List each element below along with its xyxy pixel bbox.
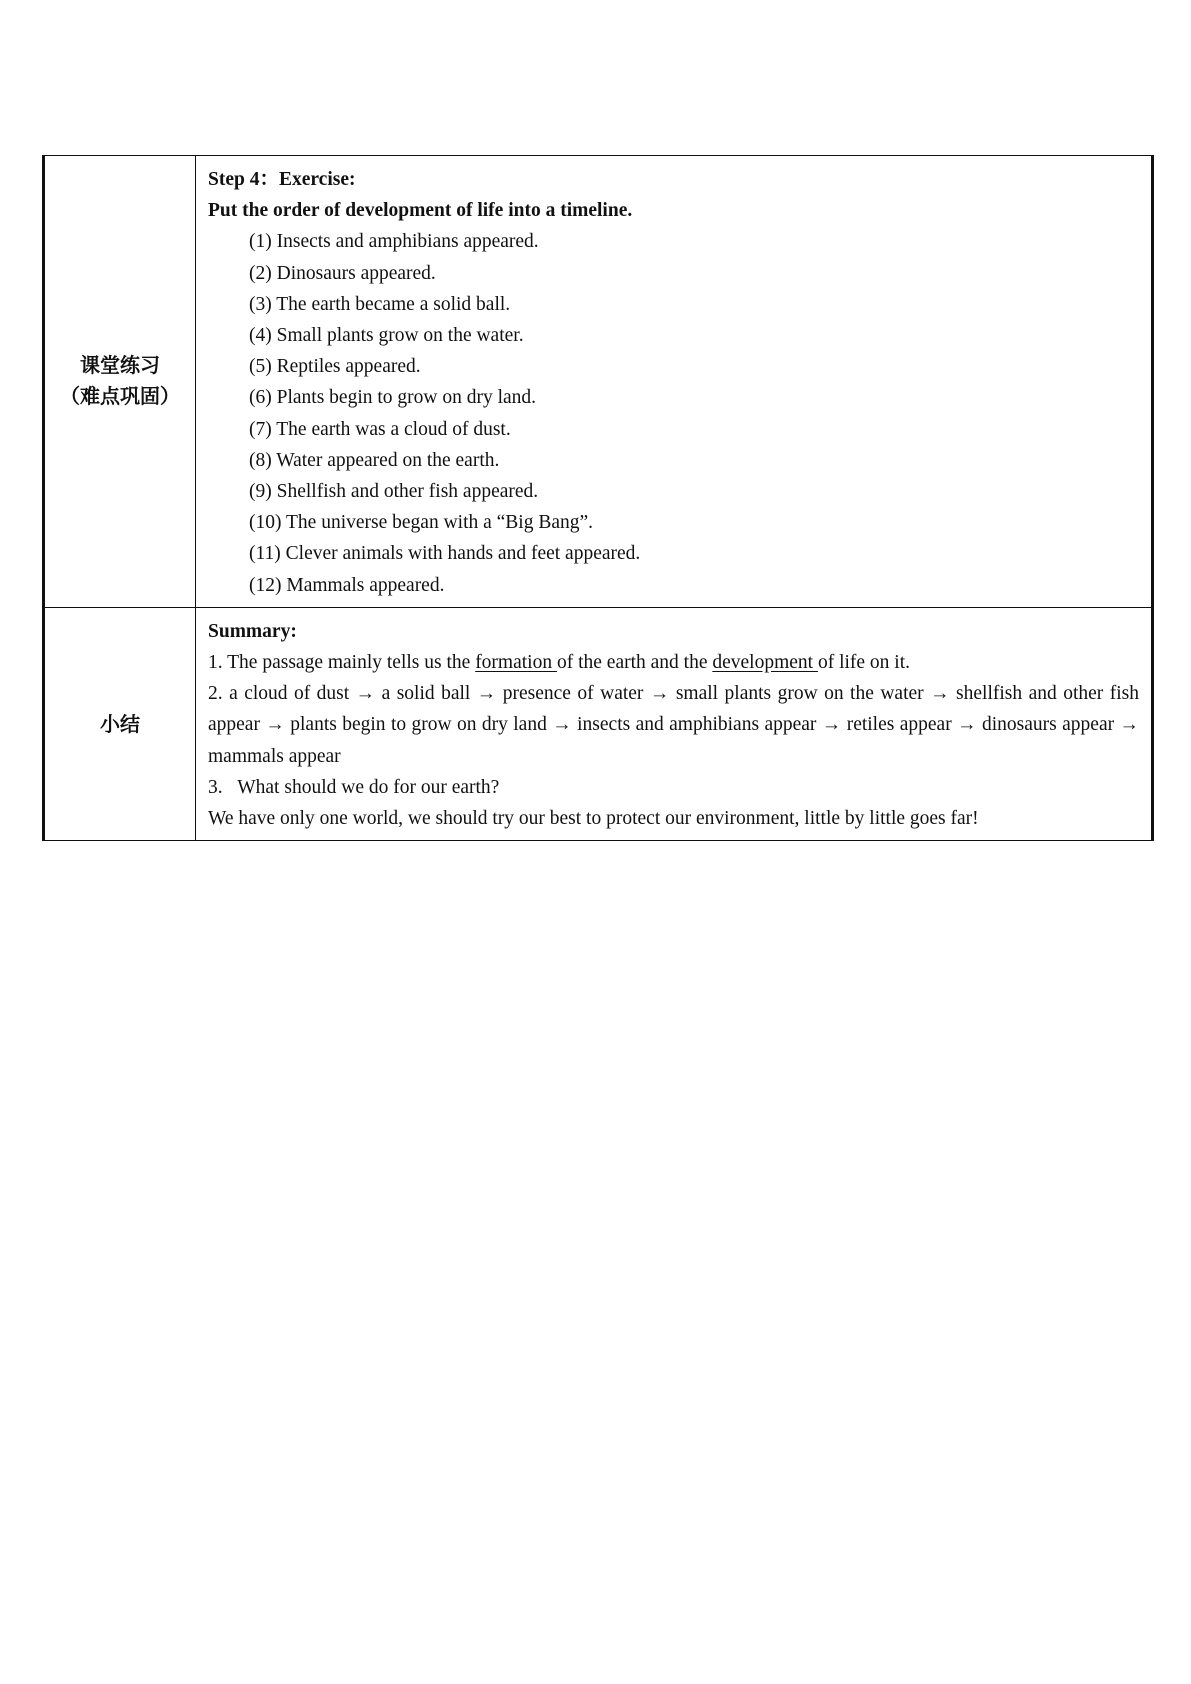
summary-label: 小结 [100, 711, 140, 736]
timeline-item: (3) The earth became a solid ball. [249, 293, 511, 315]
exercise-sublabel: （难点巩固） [60, 384, 180, 409]
lesson-plan-table [42, 155, 1154, 841]
exercise-label-cell [44, 156, 196, 608]
exercise-row [44, 156, 1153, 608]
exercise-instruction: Put the order of development of life into a timeline. [208, 200, 633, 222]
timeline-item: (8) Water appeared on the earth. [249, 449, 500, 471]
timeline-item: (11) Clever animals with hands and feet appeared. [249, 543, 641, 565]
timeline-item: (7) The earth was a cloud of dust. [249, 418, 511, 440]
timeline-item: (10) The universe began with a “Big Bang”. [249, 512, 594, 534]
timeline-item: (5) Reptiles appeared. [249, 356, 421, 378]
summary-conclusion: We have only one world, we should try our best to protect our environment, little by little goes far! [208, 808, 979, 830]
exercise-content-cell [196, 156, 1153, 608]
summary-point-1-prefix: 1. The passage mainly tells us the [208, 652, 476, 674]
summary-row [44, 607, 1153, 840]
timeline-item: (2) Dinosaurs appeared. [249, 262, 436, 284]
summary-point-3: 3. What should we do for our earth? [208, 776, 500, 798]
step-heading: Step 4：Exercise: [208, 169, 356, 190]
development-blank: development [712, 652, 818, 674]
summary-point-1 [208, 647, 1139, 678]
summary-point-1-middle: of the earth and the [556, 652, 713, 674]
formation-blank: formation [475, 652, 557, 674]
summary-point-1-suffix: of life on it. [817, 652, 911, 674]
exercise-label: 课堂练习 [80, 353, 160, 378]
timeline-item: (1) Insects and amphibians appeared. [249, 231, 539, 253]
summary-label-cell [44, 607, 196, 840]
summary-heading: Summary: [208, 620, 297, 642]
summary-point-2: 2. a cloud of dust → a solid ball → presence of water → small plants grow on the water → shellfish and other fish appear → plants begin to grow on dry land → insects and amphibians appear → retiles appear → dinosaurs appear → mammals appear [208, 683, 1139, 767]
summary-content-cell [196, 607, 1153, 840]
timeline-item: (4) Small plants grow on the water. [249, 325, 524, 347]
timeline-item: (9) Shellfish and other fish appeared. [249, 481, 539, 503]
lesson-plan-page [42, 155, 1154, 841]
timeline-item: (6) Plants begin to grow on dry land. [249, 387, 537, 409]
timeline-item: (12) Mammals appeared. [249, 574, 445, 596]
